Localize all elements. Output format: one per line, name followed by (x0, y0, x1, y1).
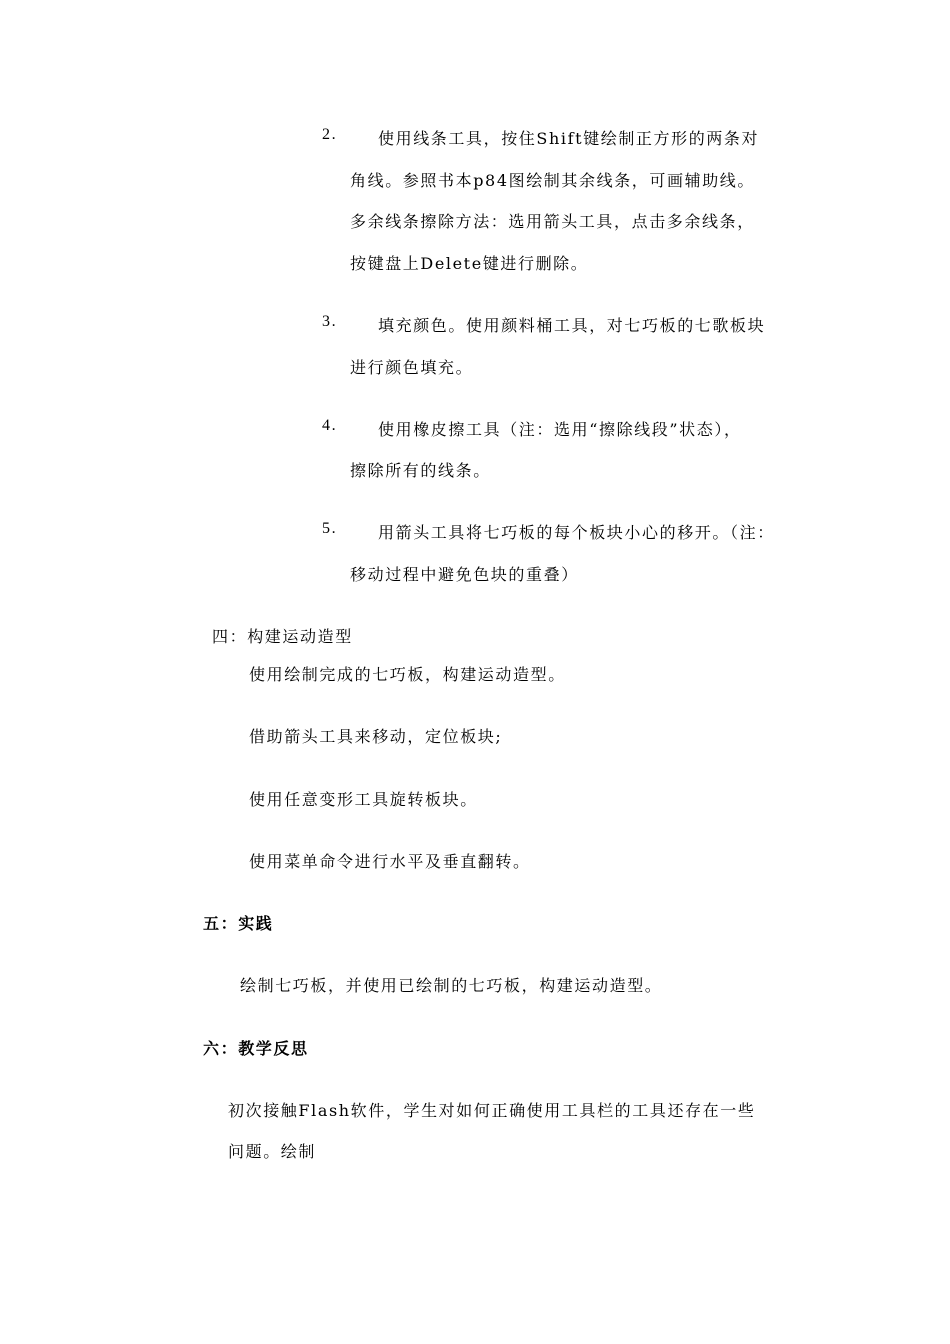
step-text-cont: 移动过程中避免色块的重叠） (350, 565, 579, 584)
step-text: 使用线条工具，按住Shift键绘制正方形的两条对 (378, 129, 760, 148)
step-text-cont: 角线。参照书本p84图绘制其余线条，可画辅助线。 (350, 171, 756, 190)
paragraph-line: 绘制七巧板，并使用已绘制的七巧板，构建运动造型。 (240, 976, 663, 995)
paragraph-line: 问题。绘制 (228, 1142, 317, 1161)
paragraph-line: 初次接触Flash软件，学生对如何正确使用工具栏的工具还存在一些 (228, 1101, 756, 1120)
paragraph-line: 使用绘制完成的七巧板，构建运动造型。 (249, 665, 566, 684)
step-text: 用箭头工具将七巧板的每个板块小心的移开。（注： (378, 523, 775, 542)
step-number: 4. (322, 417, 338, 434)
section-heading: 六：教学反思 (203, 1039, 309, 1058)
paragraph-line: 使用菜单命令进行水平及垂直翻转。 (249, 852, 531, 871)
step-text-cont: 按键盘上Delete键进行删除。 (350, 254, 589, 273)
step-number: 5. (322, 520, 338, 537)
section-heading: 四：构建运动造型 (212, 627, 353, 646)
step-text: 填充颜色。使用颜料桶工具，对七巧板的七歌板块 (378, 316, 766, 335)
step-number: 2. (322, 126, 338, 143)
step-text: 使用橡皮擦工具（注：选用“擦除线段”状态）， (378, 420, 742, 439)
step-text-cont: 擦除所有的线条。 (350, 461, 491, 480)
paragraph-line: 使用任意变形工具旋转板块。 (249, 790, 478, 809)
step-text-cont: 多余线条擦除方法：选用箭头工具，点击多余线条， (350, 212, 755, 231)
step-number: 3. (322, 313, 338, 330)
step-text-cont: 进行颜色填充。 (350, 358, 474, 377)
section-heading: 五：实践 (203, 914, 274, 933)
paragraph-line: 借助箭头工具来移动，定位板块; (249, 727, 503, 746)
